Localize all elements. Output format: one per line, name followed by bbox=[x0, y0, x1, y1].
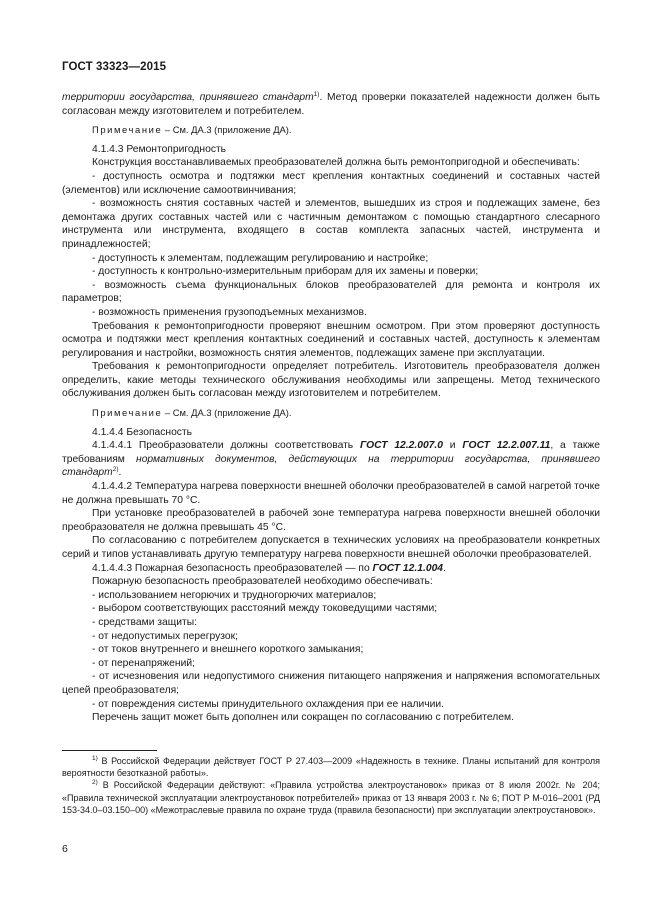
list-item: - от повреждения системы принудительного охлаждения при ее наличии. bbox=[92, 698, 445, 710]
note-text: См. ДА.3 (приложение ДА). bbox=[172, 407, 292, 419]
note-label: Примечание bbox=[92, 407, 163, 419]
footnote-text: В Российской Федерации действует ГОСТ Р 27.403—2009 «Надежность в технике. Планы испытаний для контроля вероятности безотказной работы». bbox=[62, 756, 600, 779]
note-label: Примечание bbox=[92, 124, 163, 136]
paragraph: По согласованию с потребителем допускается в технических условиях на преобразователи конкретных серий и типов устанавливать другую температуру нагрева поверхности внешней оболочки преобразователей. bbox=[62, 535, 600, 560]
italic-text: нормативных документов, действующих на территории государства, принявшего стандарт bbox=[62, 453, 601, 479]
list-item: - доступность к элементам, подлежащим регулированию и настройке; bbox=[92, 252, 429, 264]
note-text: См. ДА.3 (приложение ДА). bbox=[172, 124, 292, 136]
section-heading: 4.1.4.4 Безопасность bbox=[92, 426, 193, 438]
standard-ref: ГОСТ 12.1.004 bbox=[372, 562, 444, 574]
section-heading: 4.1.4.3 Ремонтопригодность bbox=[92, 143, 227, 155]
italic-text: территории государства, принявшего стандарт bbox=[62, 92, 314, 103]
standard-ref: ГОСТ 12.2.007.0 bbox=[359, 440, 443, 452]
note-dash: – bbox=[162, 407, 173, 419]
paragraph bbox=[62, 562, 600, 576]
text: и bbox=[443, 440, 463, 452]
text: 4.1.4.4.1 Преобразователи должны соответствовать bbox=[92, 440, 360, 452]
paragraph: При установке преобразователей в рабочей зоне температура нагрева поверхности внешней оболочки преобразователя не должна превышать 45 °С. bbox=[62, 508, 600, 533]
footnote-mark: 1) bbox=[92, 755, 98, 762]
note-dash: – bbox=[162, 124, 173, 136]
note bbox=[62, 406, 600, 420]
footnote-text: В Российской Федерации действуют: «Правила устройства электроустановок» приказ от 8 июля 2002г. № 204; «Правила технической эксплуатации электроустановок потребителей» приказ от 13 января 2003 г. № 6; ПОТ Р М-016–2001 (РД 153-34.0–03.150–00) «Межотраслевые правила по охране труда (правила безопасности) при эксплуатации электроустановок». bbox=[62, 780, 600, 815]
page-body bbox=[62, 91, 600, 725]
paragraph: Требования к ремонтопригодности проверяют внешним осмотром. При этом проверяют доступность осмотра и подтяжки мест крепления контактных соединений и составных частей, доступность к элементам регулирования и настройки, возможность снятия элементов, подлежащих замене при эксплуатации. bbox=[62, 320, 600, 359]
list-item: - возможность снятия составных частей и элементов, вышедших из строя и подлежащих замене, без демонтажа других составных частей или с частичным демонтажом с помощью стандартного слесарного инструмента или инструмента, входящего в состав комплекта запасных частей, инструмента и принадлежностей; bbox=[62, 198, 600, 250]
text: . bbox=[443, 562, 446, 574]
list-item: - от перенапряжений; bbox=[92, 657, 195, 669]
paragraph: Требования к ремонтопригодности определяет потребитель. Изготовитель преобразователя должен определить, какие методы технического обслуживания необходимы или запрещены. Метод технического обслуживания должен быть согласован между изготовителем и потребителем. bbox=[62, 361, 600, 400]
page-header: ГОСТ 33323—2015 bbox=[62, 61, 167, 73]
list-item: - средствами защиты: bbox=[92, 616, 197, 628]
list-item: - возможность съема функциональных блоков преобразователей для ремонта и контроля их параметров; bbox=[62, 279, 600, 305]
page-number: 6 bbox=[62, 843, 68, 855]
note bbox=[62, 123, 600, 137]
paragraph bbox=[62, 439, 600, 480]
footnote bbox=[62, 779, 600, 816]
footnote-mark: 2) bbox=[92, 779, 98, 787]
paragraph bbox=[62, 91, 600, 118]
paragraph: Перечень защит может быть дополнен или сокращен по согласованию с потребителем. bbox=[92, 712, 514, 724]
footnotes bbox=[62, 755, 600, 816]
footnote-ref: 1) bbox=[313, 91, 320, 98]
list-item: - от недопустимых перегрузок; bbox=[92, 630, 238, 642]
list-item: - доступность осмотра и подтяжки мест крепления контактных соединений и составных частей (элементов) или исключение самоотвинчивания; bbox=[62, 170, 600, 196]
text: 4.1.4.4.3 Пожарная безопасность преобразователей — по bbox=[92, 562, 373, 574]
list-item: - доступность к контрольно-измерительным приборам для их замены и поверки; bbox=[92, 266, 479, 278]
paragraph: 4.1.4.4.2 Температура нагрева поверхности внешней оболочки преобразователей в самой нагретой точке не должна превышать 70 °С. bbox=[62, 481, 600, 506]
list-item: - использованием негорючих и трудногорючих материалов; bbox=[92, 589, 377, 601]
text: . Метод проверки показателей надежности должен быть согласован между изготовителем и потребителем. bbox=[62, 92, 600, 117]
list-item: - от исчезновения или недопустимого снижения питающего напряжения и напряжения вспомогательных цепей преобразователя; bbox=[62, 671, 600, 696]
footnote-ref: 2) bbox=[112, 466, 119, 474]
footnote bbox=[62, 755, 600, 779]
paragraph: Конструкция восстанавливаемых преобразователей должна быть ремонтопригодной и обеспечивать: bbox=[92, 157, 580, 169]
paragraph: Пожарную безопасность преобразователей необходимо обеспечивать: bbox=[92, 576, 433, 588]
list-item: - от токов внутреннего и внешнего короткого замыкания; bbox=[92, 644, 364, 656]
text: , а также требованиям bbox=[62, 440, 600, 465]
text: . bbox=[118, 467, 122, 479]
list-item: - возможность применения грузоподъемных механизмов. bbox=[92, 306, 367, 318]
footnote-divider bbox=[62, 750, 157, 751]
list-item: - выбором соответствующих расстояний между токоведущими частями; bbox=[92, 603, 438, 615]
standard-ref: ГОСТ 12.2.007.11 bbox=[462, 440, 551, 452]
